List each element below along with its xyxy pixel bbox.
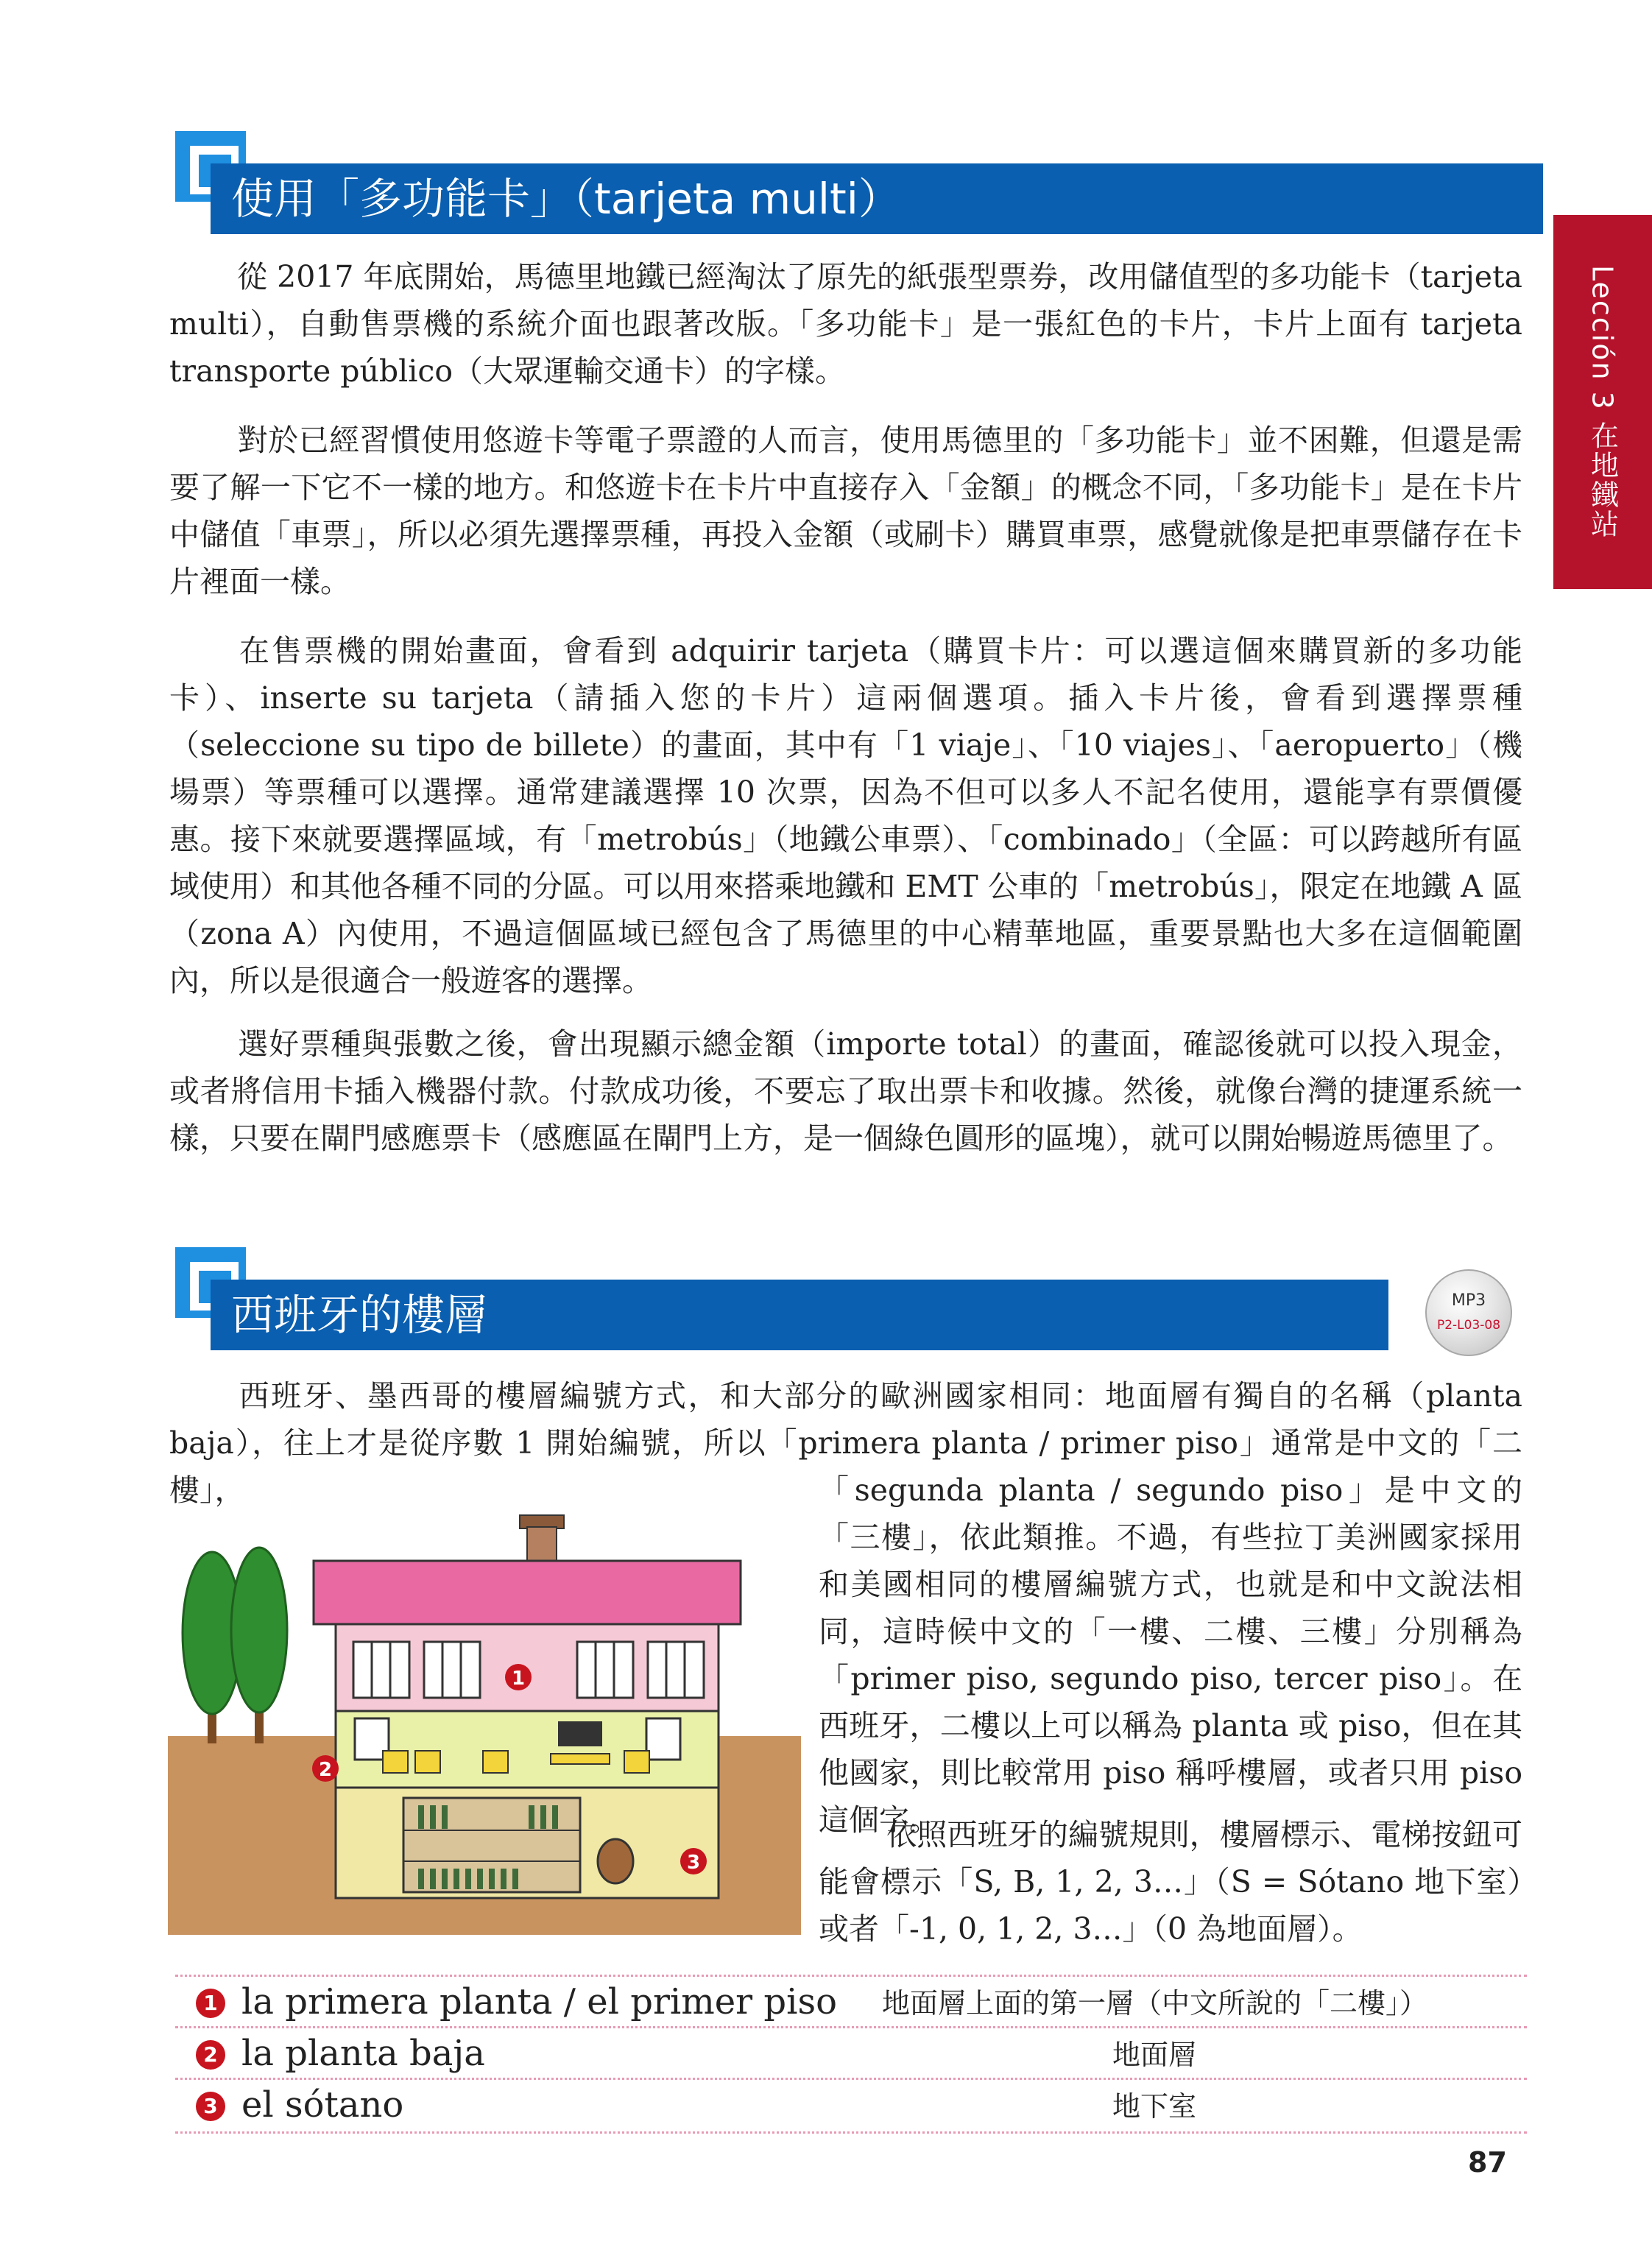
spanish-term: la primera planta / el primer piso (241, 1981, 837, 2022)
paragraph: 對於已經習慣使用悠遊卡等電子票證的人而言，使用馬德里的「多功能卡」並不困難，但還是需要了解一下它不一樣的地方。和悠遊卡在卡片中直接存入「金額」的概念不同，「多功能卡」是在卡片中儲值「車票」，所以必須先選擇票種，再投入金額（或刷卡）購買車票，感覺就像是把車票儲存在卡片裡面一樣。 (169, 423, 1522, 599)
section-title: 使用「多功能卡」（tarjeta multi） (211, 163, 1543, 234)
house-floors-illustration (168, 1500, 801, 1935)
spanish-term: el sótano (241, 2084, 404, 2126)
tree-icon (231, 1548, 287, 1743)
roof (314, 1561, 741, 1624)
page-number: 87 (1468, 2146, 1507, 2179)
paragraph: 「segunda planta / segundo piso」是中文的「三樓」，依此類推。不過，有些拉丁美洲國家採用和美國相同的樓層編號方式，也就是和中文說法相同，這時候中文的「一樓、二樓、三樓」分別稱為「primer piso, segundo piso, tercer piso」。在西班牙，二樓以上可以稱為 planta 或 piso，但在其他國家，則比較常用 piso 稱呼樓層，或者只用 piso 這個字。 (819, 1472, 1522, 1838)
number-badge: 2 (196, 2040, 225, 2070)
paragraph: 從 2017 年底開始，馬德里地鐵已經淘汰了原先的紙張型票券，改用儲值型的多功能卡（tarjeta multi），自動售票機的系統介面也跟著改版。「多功能卡」是一張紅色的卡片，卡片上面有 tarjeta transporte público（大眾運輸交通卡）的字樣。 (169, 259, 1522, 389)
marker-1 (505, 1664, 532, 1690)
vocab-row (175, 1975, 1527, 2028)
number-badge: 1 (196, 1989, 225, 2018)
marker-2 (312, 1755, 339, 1782)
chinese-meaning: 地面層上面的第一層（中文所說的「二樓」） (882, 1987, 1428, 2020)
mp3-label: MP3 (1451, 1291, 1486, 1310)
chinese-meaning: 地面層 (1112, 2039, 1196, 2071)
tv-icon (558, 1721, 602, 1746)
marker-3 (680, 1848, 707, 1874)
barrel-icon (598, 1839, 633, 1883)
mp3-track: P2-L03-08 (1436, 1318, 1501, 1333)
chinese-meaning: 地下室 (1112, 2090, 1196, 2123)
paragraph: 西班牙、墨西哥的樓層編號方式，和大部分的歐洲國家相同：地面層有獨自的名稱（planta baja），往上才是從序數 1 開始編號，所以「primera planta / primer piso」通常是中文的「二樓」， (169, 1378, 1522, 1508)
spanish-term: la planta baja (241, 2033, 485, 2074)
svg-text:1: 1 (511, 1668, 526, 1690)
vocab-row (175, 2026, 1527, 2080)
paragraph: 選好票種與張數之後，會出現顯示總金額（importe total）的畫面，確認後就可以投入現金，或者將信用卡插入機器付款。付款成功後，不要忘了取出票卡和收據。然後，就像台灣的捷運系統一樣，只要在閘門感應票卡（感應區在閘門上方，是一個綠色圓形的區塊），就可以開始暢遊馬德里了。 (169, 1026, 1522, 1156)
svg-text:2: 2 (318, 1759, 333, 1781)
mp3-cd-icon[interactable] (1425, 1269, 1512, 1356)
svg-text:3: 3 (686, 1852, 701, 1874)
section-title: 西班牙的樓層 (211, 1280, 1388, 1350)
paragraph: 依照西班牙的編號規則，樓層標示、電梯按鈕可能會標示「S, B, 1, 2, 3…」（S = Sótano 地下室）或者「-1, 0, 1, 2, 3…」（0 為地面層）。 (819, 1817, 1522, 1947)
number-badge: 3 (196, 2092, 225, 2121)
lesson-tab: Lección 3 在地鐵站 (1553, 215, 1652, 589)
paragraph: 在售票機的開始畫面，會看到 adquirir tarjeta（購買卡片：可以選這個來購買新的多功能卡）、inserte su tarjeta（請插入您的卡片）這兩個選項。插入卡片後，會看到選擇票種（seleccione su tipo de billete）的畫面，其中有「1 viaje」、「10 viajes」、「aeropuerto」（機場票）等票種可以選擇。通常建議選擇 10 次票，因為不但可以多人不記名使用，還能享有票價優惠。接下來就要選擇區域，有「metrobús」（地鐵公車票）、「combinado」（全區：可以跨越所有區域使用）和其他各種不同的分區。可以用來搭乘地鐵和 EMT 公車的「metrobús」，限定在地鐵 A 區（zona A）內使用，不過這個區域已經包含了馬德里的中心精華地區，重要景點也大多在這個範圍內，所以是很適合一般遊客的選擇。 (169, 633, 1522, 998)
vocab-row (175, 2078, 1527, 2134)
